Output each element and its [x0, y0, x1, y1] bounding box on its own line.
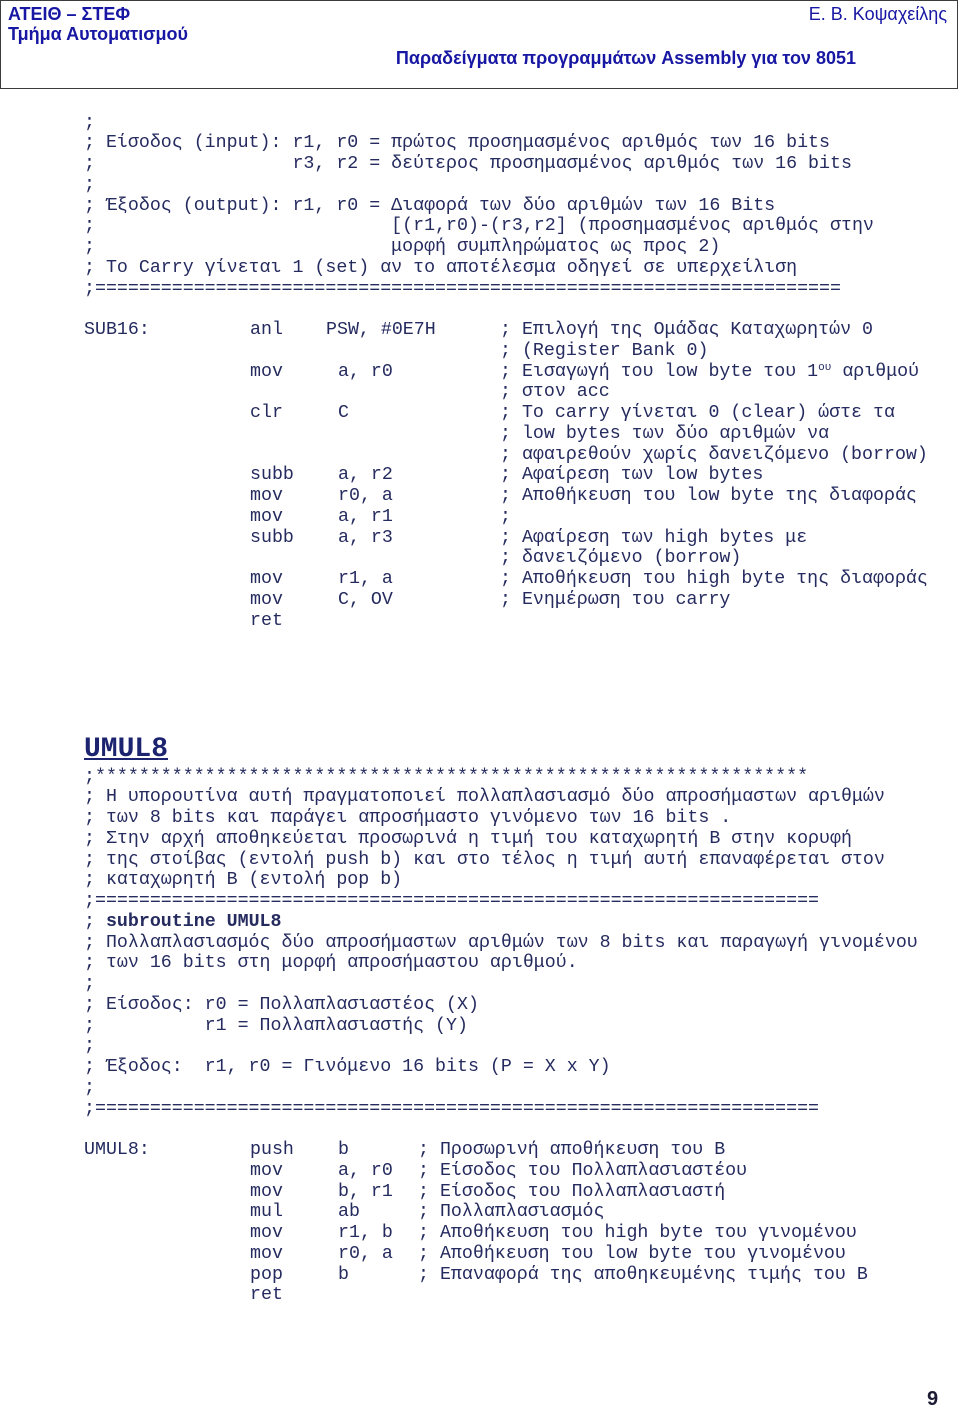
- comment: ; Προσωρινή αποθήκευση του B: [418, 1140, 726, 1161]
- comment: ; Επιλογή της Ομάδας Καταχωρητών 0: [500, 320, 873, 341]
- mnemonic: mov: [250, 1160, 283, 1181]
- comment: ; Αποθήκευση του low byte του γινομένου: [418, 1243, 846, 1264]
- comment-line: ; μορφή συμπληρώματος ως προς 2): [84, 237, 721, 258]
- mnemonic: mov: [250, 361, 283, 382]
- comment-line: ; Το Carry γίνεται 1 (set) αν το αποτέλεσμα οδηγεί σε υπερχείλιση: [84, 257, 798, 278]
- operands: a, r2: [338, 465, 393, 486]
- comment-line: ;: [84, 1036, 95, 1057]
- code-row: [0, 528, 960, 549]
- section-heading: UMUL8: [84, 734, 169, 765]
- code-row: [0, 548, 960, 569]
- sub16-header-comments: [84, 113, 874, 300]
- code-row: [0, 611, 960, 632]
- code-row: [0, 569, 960, 590]
- operands: a, r0: [338, 1160, 393, 1181]
- comment: ; Είσοδος του Πολλαπλασιαστέου: [418, 1160, 748, 1181]
- author-name: Ε. Β. Κοψαχείλης: [808, 4, 947, 24]
- comment-line: ; Είσοδος: r0 = Πολλαπλασιαστέος (X): [84, 994, 479, 1015]
- code-row: [0, 507, 960, 528]
- operands: b, r1: [338, 1181, 393, 1202]
- mnemonic: mov: [250, 1181, 283, 1202]
- mnemonic: subb: [250, 465, 294, 486]
- code-row: [0, 1202, 960, 1223]
- comment: ; Ενημέρωση του carry: [500, 589, 731, 610]
- code-row: [0, 341, 960, 362]
- comment-line: ;: [84, 174, 95, 195]
- code-row: [0, 590, 960, 611]
- operands: b: [338, 1264, 349, 1285]
- code-row: [0, 1161, 960, 1182]
- operands: a, r1: [338, 506, 393, 527]
- comment-line: ; καταχωρητή B (εντολή pop b): [84, 870, 403, 891]
- operands: r1, b: [338, 1223, 393, 1244]
- code-row: [0, 445, 960, 466]
- comment: ; Πολλαπλασιασμός: [418, 1202, 605, 1223]
- mnemonic: anl: [250, 320, 283, 341]
- subroutine-title-line: [84, 912, 918, 933]
- comment: ; Αφαίρεση των high bytes με: [500, 527, 808, 548]
- operands: r1, a: [338, 569, 393, 590]
- comment-line: ; της στοίβας (εντολή push b) και στο τέλος η τιμή αυτή επαναφέρεται στον: [84, 849, 885, 870]
- code-label: SUB16:: [84, 320, 150, 341]
- comment: ; Είσοδος του Πολλαπλασιαστή: [418, 1181, 726, 1202]
- comment: ; Επαναφορά της αποθηκευμένης τιμής του B: [418, 1264, 868, 1285]
- code-row: [0, 1223, 960, 1244]
- operands: PSW, #0E7H: [326, 320, 436, 341]
- comment-line: ;: [84, 974, 95, 995]
- sub16-code-listing: [0, 320, 960, 631]
- operands: r0, a: [338, 486, 393, 507]
- operands: C: [338, 403, 349, 424]
- code-row: [0, 1265, 960, 1286]
- comment-text: ; Εισαγωγή του low byte του 1: [500, 361, 819, 382]
- separator-line: ;==================================================================: [84, 891, 820, 912]
- comment-line: ; Η υπορουτίνα αυτή πραγματοποιεί πολλαπλασιασμό δύο απροσήμαστων αριθμών: [84, 787, 885, 808]
- operands: r0, a: [338, 1243, 393, 1264]
- mnemonic: ret: [250, 610, 283, 631]
- mnemonic: mov: [250, 589, 283, 610]
- ordinal-superscript: ου: [818, 361, 832, 374]
- operands: b: [338, 1140, 349, 1161]
- comment-line: ; Είσοδος (input): r1, r0 = πρώτος προσημασμένος αριθμός των 16 bits: [84, 133, 830, 154]
- comment: ; αφαιρεθούν χωρίς δανειζόμενο (borrow): [500, 444, 928, 465]
- separator-line: ;====================================================================: [84, 278, 841, 299]
- code-label: UMUL8:: [84, 1140, 150, 1161]
- mnemonic: push: [250, 1140, 294, 1161]
- comment: ; Αποθήκευση του high byte του γινομένου: [418, 1223, 857, 1244]
- mnemonic: mov: [250, 569, 283, 590]
- operands: a, r3: [338, 527, 393, 548]
- code-row: [0, 465, 960, 486]
- comment-line: ; των 16 bits στη μορφή απροσήμαστου αριθμού.: [84, 953, 578, 974]
- operands: ab: [338, 1202, 360, 1223]
- code-row: [0, 362, 960, 383]
- umul8-header-comments: [84, 767, 918, 1120]
- comment-line: ; των 8 bits και παράγει απροσήμαστο γινόμενο των 16 bits .: [84, 808, 732, 829]
- comment-line: ; r1 = Πολλαπλασιαστής (Y): [84, 1015, 468, 1036]
- comment: ; (Register Bank 0): [500, 340, 709, 361]
- code-row: [0, 1244, 960, 1265]
- code-row: [0, 320, 960, 341]
- comment-text: αριθμού: [831, 361, 920, 382]
- code-row: [0, 1285, 960, 1306]
- subroutine-name: subroutine UMUL8: [105, 911, 282, 932]
- mnemonic: clr: [250, 403, 283, 424]
- department-name: Τμήμα Αυτοματισμού: [8, 24, 188, 44]
- operands: C, OV: [338, 589, 393, 610]
- document-title: Παραδείγματα προγραμμάτων Assembly για τον 8051: [395, 48, 856, 68]
- mnemonic: mul: [250, 1202, 283, 1223]
- comment: ; στον acc: [500, 382, 610, 403]
- mnemonic: ret: [250, 1285, 283, 1306]
- comment-line: ; Έξοδος (output): r1, r0 = Διαφορά των δύο αριθμών των 16 Bits: [84, 195, 776, 216]
- comment: ; low bytes των δύο αριθμών να: [500, 423, 830, 444]
- code-row: [0, 403, 960, 424]
- code-row: [0, 1182, 960, 1203]
- mnemonic: pop: [250, 1264, 283, 1285]
- comment-line: ; Πολλαπλασιασμός δύο απροσήμαστων αριθμών των 8 bits και παραγωγή γινομένου: [84, 932, 918, 953]
- comment: ; Αποθήκευση του low byte της διαφοράς: [500, 486, 917, 507]
- separator-line: ;*****************************************************************: [84, 766, 809, 787]
- code-row: [0, 1140, 960, 1161]
- comment: [500, 362, 919, 383]
- separator-line: ;==================================================================: [84, 1098, 820, 1119]
- comment: ; δανειζόμενο (borrow): [500, 548, 742, 569]
- comment-prefix: ;: [84, 911, 106, 932]
- comment: ; Το carry γίνεται 0 (clear) ώστε τα: [500, 403, 895, 424]
- code-row: [0, 382, 960, 403]
- mnemonic: mov: [250, 1243, 283, 1264]
- comment: ; Αποθήκευση του high byte της διαφοράς: [500, 569, 928, 590]
- comment-line: ; Στην αρχή αποθηκεύεται προσωρινά η τιμή του καταχωρητή B στην κορυφή: [84, 828, 852, 849]
- mnemonic: mov: [250, 506, 283, 527]
- comment-line: ; r3, r2 = δεύτερος προσημασμένος αριθμός των 16 bits: [84, 154, 852, 175]
- code-row: [0, 424, 960, 445]
- comment-line: ;: [84, 112, 95, 133]
- page-number: 9: [927, 1388, 939, 1410]
- comment-line: ;: [84, 1077, 95, 1098]
- comment-line: ; [(r1,r0)-(r3,r2] (προσημασμένος αριθμός στην: [84, 216, 874, 237]
- comment: ; Αφαίρεση των low bytes: [500, 465, 764, 486]
- mnemonic: mov: [250, 1223, 283, 1244]
- page-header: [0, 0, 958, 89]
- mnemonic: mov: [250, 486, 283, 507]
- mnemonic: subb: [250, 527, 294, 548]
- operands: a, r0: [338, 361, 393, 382]
- comment: ;: [500, 506, 511, 527]
- institution-name: ΑΤΕΙΘ – ΣΤΕΦ: [8, 4, 131, 24]
- umul8-code-listing: [0, 1140, 960, 1306]
- comment-line: ; Έξοδος: r1, r0 = Γινόμενο 16 bits (P = X x Y): [84, 1057, 611, 1078]
- code-row: [0, 486, 960, 507]
